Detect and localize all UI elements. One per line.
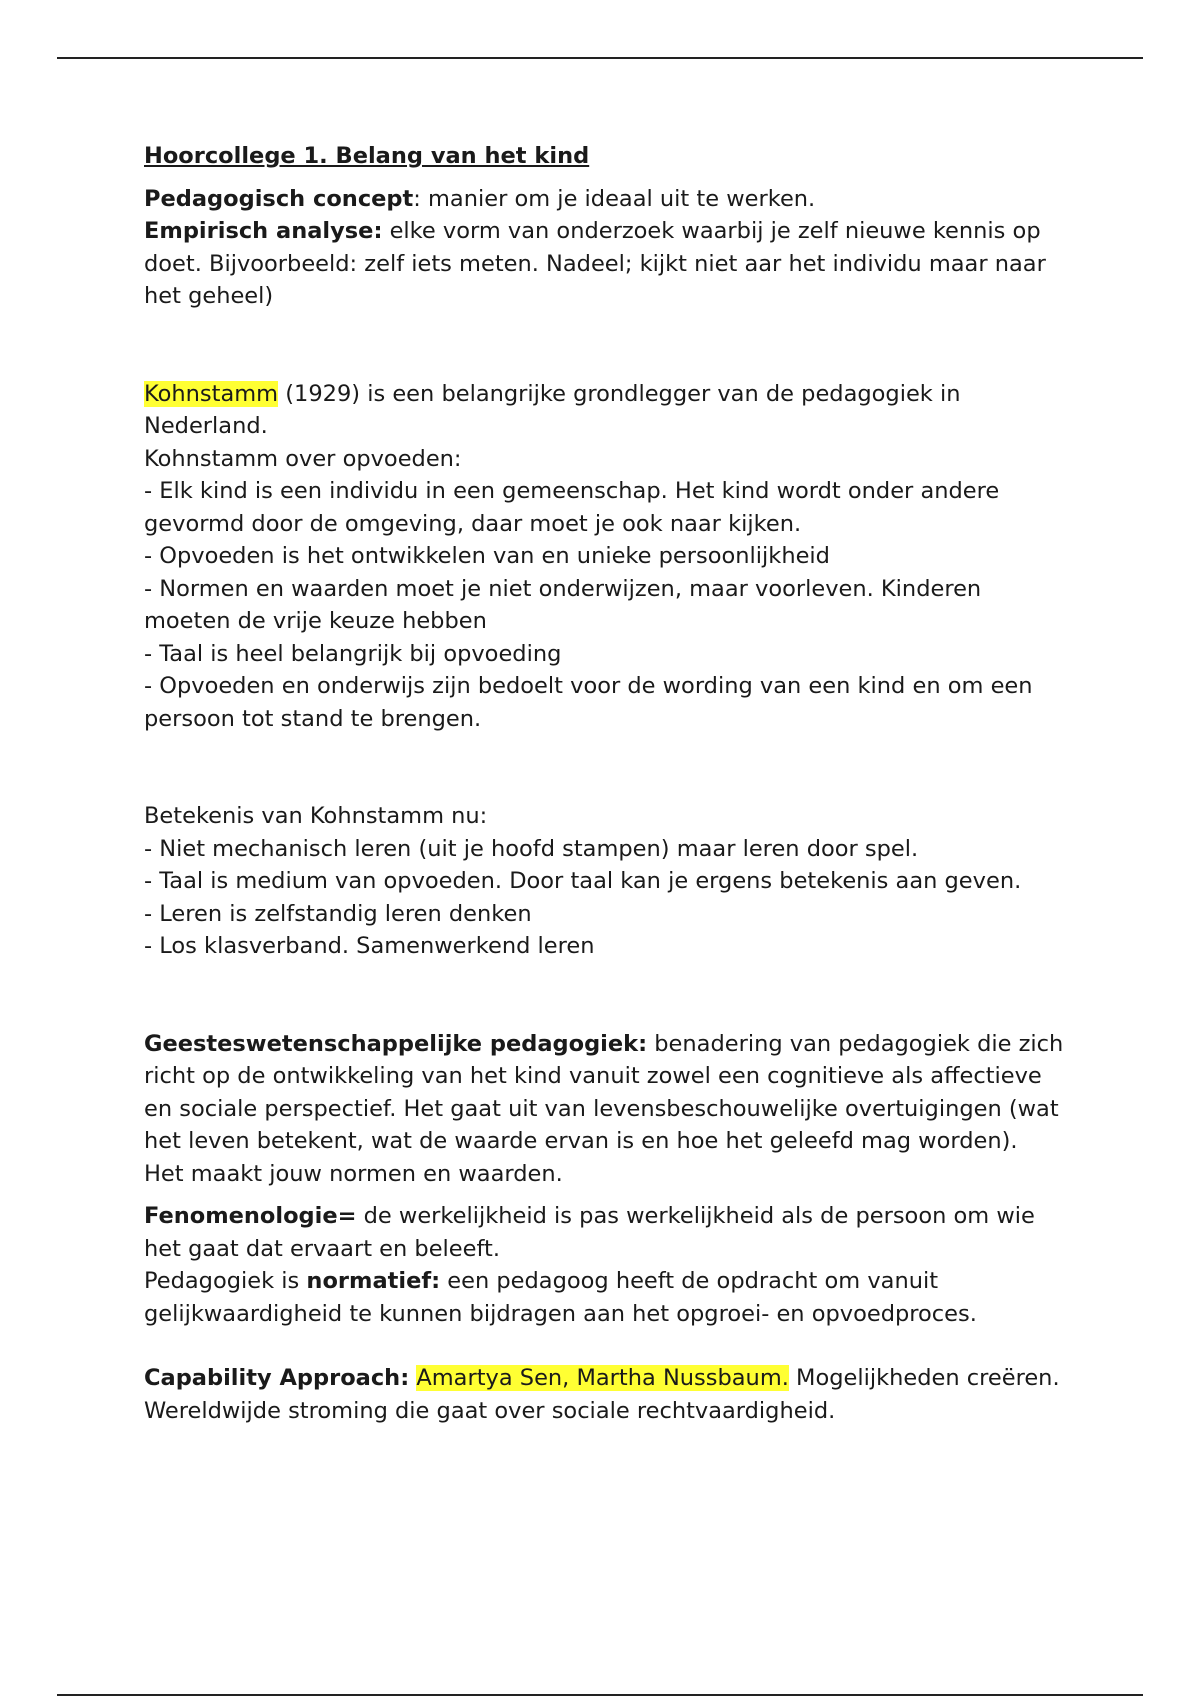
paragraph-normatief — [144, 1265, 1064, 1330]
list-item: - Normen en waarden moet je niet onderwijzen, maar voorleven. Kinderen moeten de vrije keuze hebben — [144, 575, 982, 634]
paragraph-pedagogisch-concept — [144, 183, 1064, 216]
definition-text: Mogelijkheden creëren. — [788, 1365, 1060, 1391]
normatief-prefix: Pedagogiek is — [144, 1268, 307, 1294]
list-item: - Leren is zelfstandig leren denken — [144, 900, 532, 927]
term-geesteswetenschappelijke-pedagogiek: Geesteswetenschappelijke pedagogiek: — [144, 1030, 648, 1057]
definition-text: benadering van pedagogiek die zich richt op de ontwikkeling van het kind vanuit zowel een cognitieve als affectieve en sociale perspectief. Het gaat uit van levensbeschouwelijke overtuigingen (wat het leven betekent, wat de waarde ervan is en hoe het geleefd mag worden). Het maakt jouw normen en waarden. — [144, 1030, 1064, 1187]
term-fenomenologie: Fenomenologie= — [144, 1203, 357, 1229]
term-normatief: normatief: — [306, 1268, 441, 1294]
header-rule — [57, 57, 1143, 59]
document-page — [144, 140, 1064, 1427]
list-item: - Taal is medium van opvoeden. Door taal kan je ergens betekenis aan geven. — [144, 868, 1022, 894]
definition-text: een pedagoog heeft de opdracht om vanuit gelijkwaardigheid te kunnen bijdragen aan het opgroei- en opvoedproces. — [144, 1268, 977, 1327]
paragraph-kohnstamm-intro — [144, 378, 1064, 443]
paragraph-geesteswetenschappelijk — [144, 1028, 1064, 1191]
list-item: - Opvoeden en onderwijs zijn bedoelt voor de wording van een kind en om een persoon tot stand te brengen. — [144, 673, 1033, 732]
kohnstamm-intro-text: (1929) is een belangrijke grondlegger van de pedagogiek in Nederland. — [144, 380, 961, 439]
list-item: - Niet mechanisch leren (uit je hoofd stampen) maar leren door spel. — [144, 835, 919, 862]
list-item: - Opvoeden is het ontwikkelen van en unieke persoonlijkheid — [144, 543, 830, 569]
highlight-kohnstamm: Kohnstamm — [144, 380, 279, 407]
term-capability-approach: Capability Approach: — [144, 1365, 410, 1391]
highlight-authors: Amartya Sen, Martha Nussbaum. — [416, 1365, 789, 1391]
term-empirisch-analyse: Empirisch analyse: — [144, 218, 383, 244]
definition-text: : manier om je ideaal uit te werken. — [413, 185, 816, 212]
term-pedagogisch-concept: Pedagogisch concept — [144, 185, 414, 212]
paragraph-capability-approach — [144, 1362, 1064, 1395]
definition-text: elke vorm van onderzoek waarbij je zelf nieuwe kennis op doet. Bijvoorbeeld: zelf iets meten. Nadeel; kijkt niet aar het individu maar naar het geheel) — [144, 218, 1046, 309]
document-title: Hoorcollege 1. Belang van het kind — [144, 143, 590, 169]
paragraph-fenomenologie — [144, 1200, 1064, 1265]
list-item: - Elk kind is een individu in een gemeenschap. Het kind wordt onder andere gevormd door de omgeving, daar moet je ook naar kijken. — [144, 478, 1000, 537]
kohnstamm-heading: Kohnstamm over opvoeden: — [144, 445, 462, 472]
definition-text: de werkelijkheid is pas werkelijkheid als de persoon om wie het gaat dat ervaart en beleeft. — [144, 1203, 1035, 1262]
footer-rule — [57, 1694, 1143, 1696]
list-item: - Los klasverband. Samenwerkend leren — [144, 933, 595, 959]
list-item: - Taal is heel belangrijk bij opvoeding — [144, 640, 562, 667]
paragraph-empirisch-analyse — [144, 215, 1064, 313]
meaning-heading: Betekenis van Kohnstamm nu: — [144, 803, 488, 829]
capability-line: Wereldwijde stroming die gaat over sociale rechtvaardigheid. — [144, 1397, 836, 1424]
